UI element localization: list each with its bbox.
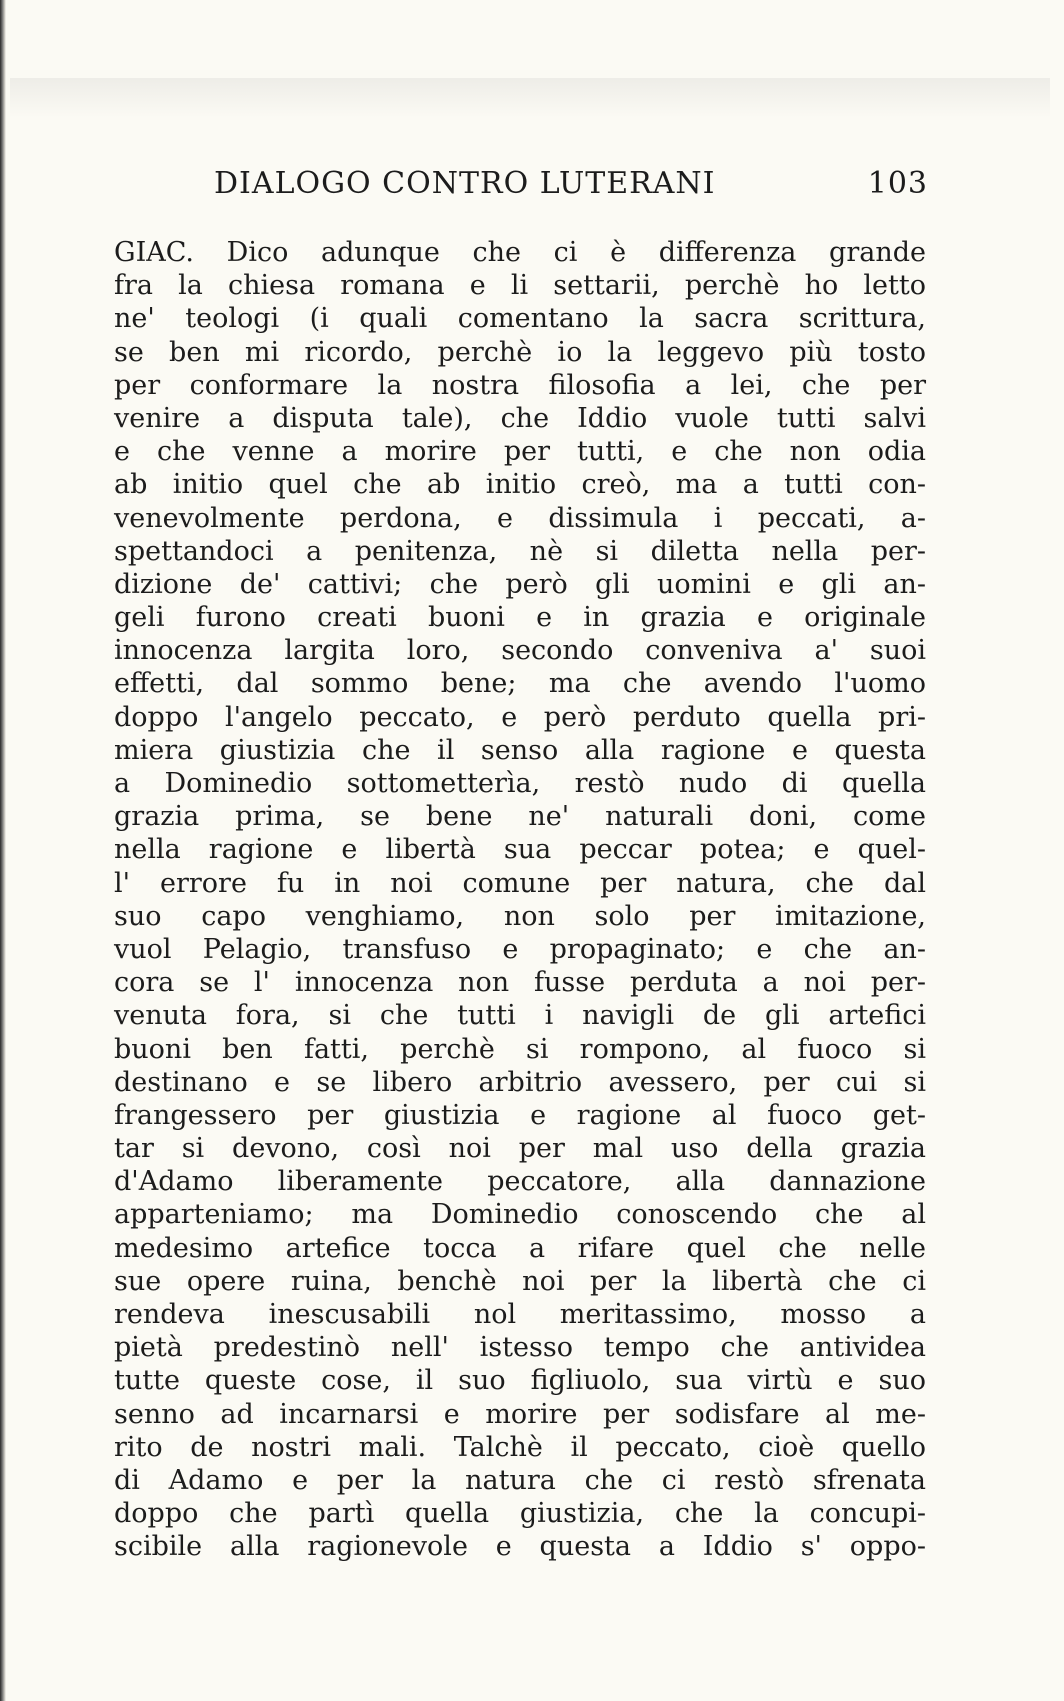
text-line: d'Adamo liberamente peccatore, alla dannazione [114,1166,926,1198]
text-line: ne' teologi (i quali comentano la sacra scrittura, [114,303,926,335]
text-line: venire a disputa tale), che Iddio vuole tutti salvi [114,402,926,434]
text-line: innocenza largita loro, secondo conveniva a' suoi [114,635,926,667]
body-text [114,236,926,1564]
text-line: tar si devono, così noi per mal uso della grazia [114,1133,926,1165]
text-line: geli furono creati buoni e in grazia e originale [114,602,926,634]
text-line: suo capo venghiamo, non solo per imitazione, [114,900,926,932]
text-line: apparteniamo; ma Dominedio conoscendo che al [114,1199,926,1231]
text-line: GIAC. Dico adunque che ci è differenza grande [114,237,926,268]
text-line: venevolmente perdona, e dissimula i peccati, a- [114,502,926,534]
text-line: grazia prima, se bene ne' naturali doni, come [114,801,926,833]
text-line: cora se l' innocenza non fusse perduta a noi per- [114,967,926,999]
text-line: medesimo artefice tocca a rifare quel che nelle [114,1232,926,1264]
text-line: doppo l'angelo peccato, e però perduto quella pri- [114,701,926,733]
text-line: nella ragione e libertà sua peccar potea; e quel- [114,834,926,866]
text-line: per conformare la nostra filosofia a lei, che per [114,369,926,401]
text-line: ab initio quel che ab initio creò, ma a tutti con- [114,469,926,501]
text-line: tutte queste cose, il suo figliuolo, sua virtù e suo [114,1365,926,1397]
text-line: senno ad incarnarsi e morire per sodisfare al me- [114,1398,926,1430]
text-line: doppo che partì quella giustizia, che la concupi- [114,1498,926,1530]
text-line: di Adamo e per la natura che ci restò sfrenata [114,1464,926,1496]
text-line: e che venne a morire per tutti, e che non odia [114,436,926,468]
text-line: fra la chiesa romana e li settarii, perchè ho letto [114,270,926,302]
text-line: se ben mi ricordo, perchè io la leggevo più tosto [114,336,926,368]
text-line: scibile alla ragionevole e questa a Iddio s' oppo- [114,1531,926,1563]
text-line: rendeva inescusabili nol meritassimo, mosso a [114,1299,926,1330]
scan-smudge [10,78,1050,118]
text-line: vuol Pelagio, transfuso e propaginato; e che an- [114,933,926,965]
text-line: sue opere ruina, benchè noi per la libertà che ci [114,1265,926,1297]
text-line: l' errore fu in noi comune per natura, che dal [114,867,926,899]
text-line: destinano e se libero arbitrio avessero, per cui si [114,1066,926,1098]
running-head [214,160,928,208]
text-line: spettandoci a penitenza, nè si diletta nella per- [114,535,926,567]
text-line: pietà predestinò nell' istesso tempo che antividea [114,1332,926,1364]
page-scan-edge [0,0,6,1701]
text-line: a Dominedio sottometterìa, restò nudo di quella [114,768,926,799]
text-line: miera giustizia che il senso alla ragione e questa [114,734,926,766]
text-line: rito de nostri mali. Talchè il peccato, cioè quello [114,1431,926,1463]
running-title: DIALOGO CONTRO LUTERANI [214,166,716,201]
text-line: effetti, dal sommo bene; ma che avendo l'uomo [114,668,926,700]
text-line: frangessero per giustizia e ragione al fuoco get- [114,1099,926,1131]
text-line: dizione de' cattivi; che però gli uomini e gli an- [114,568,926,600]
page-number: 103 [867,166,928,201]
text-line: buoni ben fatti, perchè si rompono, al fuoco si [114,1033,926,1065]
text-line: venuta fora, si che tutti i navigli de gli artefici [114,1000,926,1032]
